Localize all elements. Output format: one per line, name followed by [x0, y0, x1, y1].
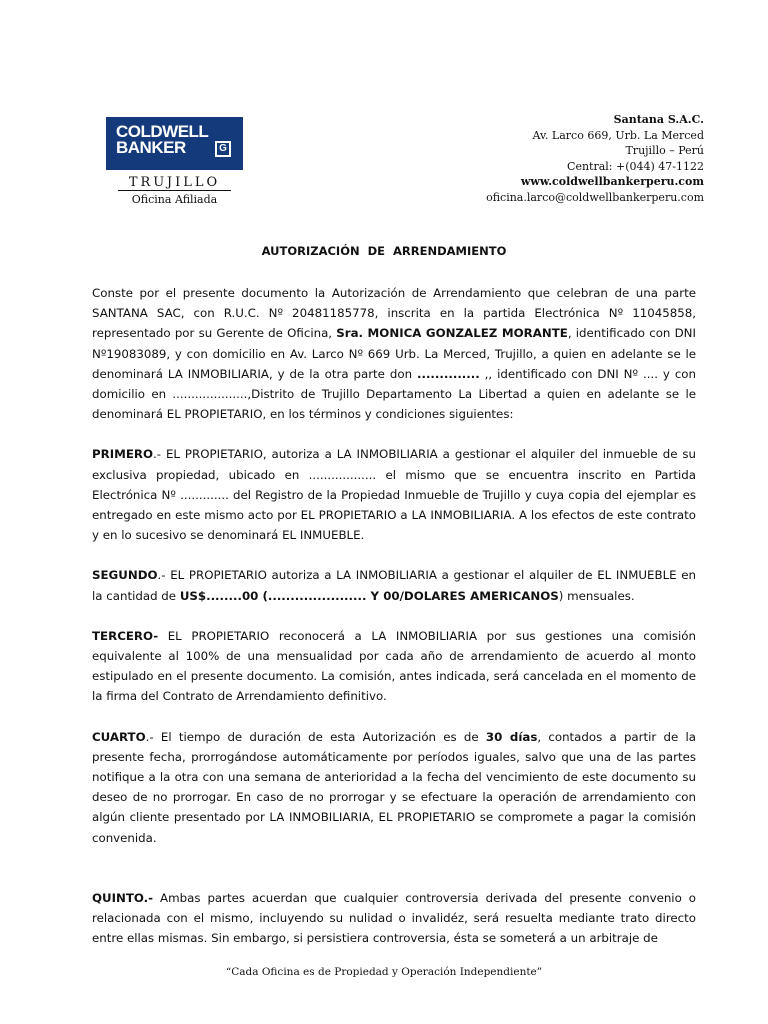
clause-label-segundo: SEGUNDO — [92, 568, 158, 583]
clause-text-tercero: EL PROPIETARIO reconocerá a LA INMOBILIARIA por sus gestiones una comisión equivalente al 100% de una mensualidad por cada año de arrendamiento de acuerdo al monto estipulado en el presente documento. La comisión, antes indicada, será cancelada en el momento de la firma del Contrato de Arrendamiento definitivo. — [92, 628, 696, 704]
logo-city: TRUJILLO — [128, 175, 221, 190]
clause-label-primero: PRIMERO — [92, 447, 154, 462]
company-name: Santana S.A.C. — [613, 113, 704, 126]
logo-text-banker: BANKER — [116, 138, 186, 157]
clause-text-segundo-a: .- EL PROPIETARIO autoriza a LA INMOBILIARIA a gestionar el alquiler de EL INMUEBLE en la cantidad de — [92, 568, 696, 603]
logo-office-label: Oficina Afiliada — [131, 193, 218, 206]
paragraph-quinto — [92, 888, 696, 949]
intro-text-c: , identificado con DNI Nº19083089, y con domicilio en Av. Larco Nº 669 Urb. La Merced, Trujillo, a quien en adelante se le denominará LA INMOBILIARIA, y de la otra parte don — [92, 326, 696, 381]
document-title: AUTORIZACIÓN DE ARRENDAMIENTO — [261, 244, 507, 258]
company-web: www.coldwellbankerperu.com — [520, 175, 704, 189]
company-phone: Central: +(044) 47-1122 — [567, 159, 704, 173]
paragraph-cuarto — [92, 727, 696, 848]
clause-text-quinto: Ambas partes acuerdan que cualquier controversia derivada del presente convenio o relacionada con el mismo, incluyendo su nulidad o invalidéz, será resuelta mediante trato directo entre ellas mismas. Sin embargo, si persistiera controversia, ésta se someterá a un arbitraje de — [92, 890, 696, 946]
clause-label-tercero: TERCERO- — [92, 628, 159, 643]
intro-text-e: ,, identificado con DNI Nº .... y con domicilio en ....................,Distrito de Trujillo Departamento La Libertad a quien en adelante se le denominará EL PROPIETARIO, en los términos y condiciones siguientes: — [92, 366, 696, 422]
logo-text-coldwell: COLDWELL — [116, 122, 209, 141]
company-city: Trujillo – Perú — [625, 144, 704, 158]
paragraph-intro — [92, 283, 696, 424]
paragraph-tercero — [92, 626, 696, 707]
page-footer: “Cada Oficina es de Propiedad y Operación Independiente” — [225, 966, 543, 978]
clause-text-cuarto-a: .- El tiempo de duración de esta Autorización es de — [145, 729, 486, 744]
clause-text-primero: .- EL PROPIETARIO, autoriza a LA INMOBILIARIA a gestionar el alquiler del inmueble de su exclusiva propiedad, ubicado en .................. el mismo que se encuentra inscrito en Partida Electrónica Nº ............. del Registro de la Propiedad Inmueble de Trujillo y cuya copia del ejemplar es entregado en este mismo acto por EL PROPIETARIO a LA INMOBILIARIA. A los efectos de este contrato y en lo sucesivo se denominará EL INMUEBLE. — [92, 447, 696, 543]
intro-representative: Sra. MONICA GONZALEZ MORANTE — [336, 326, 568, 341]
clause-label-cuarto: CUARTO — [92, 729, 146, 744]
clause-text-cuarto-c: , contados a partir de la presente fecha, prorrogándose automáticamente por períodos iguales, salvo que una de las partes notifique a la otra con una semana de anterioridad a la fecha del vencimiento de este documento su deseo de no prorrogar. En caso de no prorrogar y se efectuare la operación de arrendamiento con algún cliente presentado por LA INMOBILIARIA, EL PROPIETARIO se compromete a pagar la comisión convenida. — [92, 729, 696, 845]
company-email: oficina.larco@coldwellbankerperu.com — [486, 190, 704, 204]
intro-text-a: Conste por el presente documento la Autorización de Arrendamiento que celebran de una parte SANTANA SAC, con R.U.C. Nº 20481185778, inscrita en la partida Electrónica Nº 11045858, representado por su Gerente de Oficina, — [92, 286, 696, 341]
logo-mark-icon: G — [215, 141, 231, 157]
intro-blank-name: .............. — [416, 366, 480, 381]
paragraph-primero — [92, 444, 696, 545]
document-body — [92, 283, 696, 968]
clause-label-quinto: QUINTO.- — [92, 890, 154, 905]
clause-text-segundo-c: ) mensuales. — [558, 588, 635, 603]
paragraph-segundo — [92, 565, 696, 605]
clause-duration-cuarto: 30 días — [485, 729, 538, 744]
coldwell-banker-logo — [106, 117, 243, 170]
company-address: Av. Larco 669, Urb. La Merced — [532, 128, 704, 142]
clause-amount-segundo: US$........00 (...................... Y 00/DOLARES AMERICANOS — [179, 588, 559, 603]
logo-divider — [118, 190, 231, 191]
company-info — [486, 112, 704, 206]
